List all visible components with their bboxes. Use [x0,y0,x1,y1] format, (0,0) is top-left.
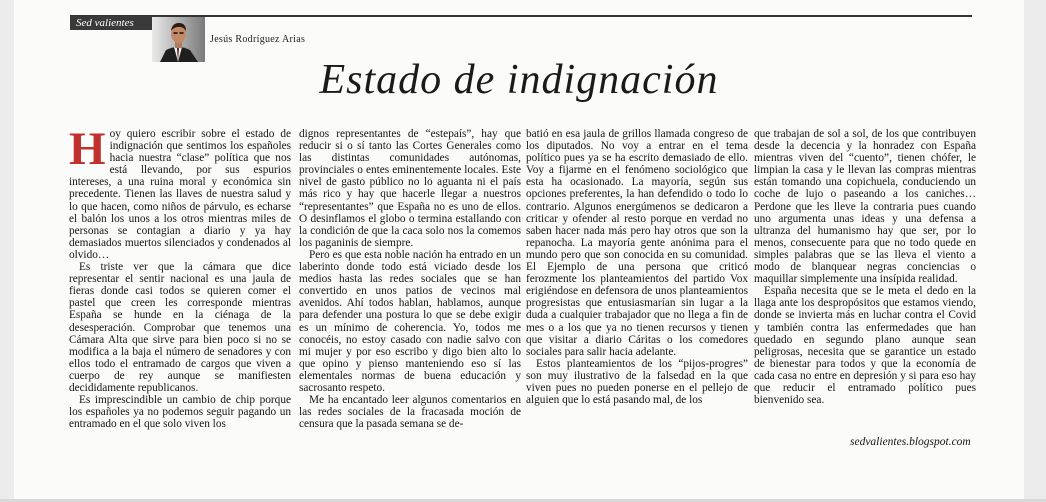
paragraph: que trabajan de sol a sol, de los que contribuyen desde la decencia y la honradez con España mientras viven del “cuento”, tienen chófer, le limpian la casa y le llevan las compras mientras están tomando una copichuela, conduciendo un coche de lujo o paseando a los caniches… Perdone que les lleve la contraria pues cuando uno argumenta unas ideas y una defensa a ultranza del humanismo hay que ser, por lo menos, consecuente para que no todo quede en simples palabras que se las lleva el viento a modo de blanquear negras conciencias o maquillar simplemente una insípida realidad. [754,128,976,286]
paragraph: Es triste ver que la cámara que dice representar el sentir nacional es una jaula de fieras donde casi todos se quieren comer el pastel que creen les corresponde mientras España se hunde en la ciénaga de la desesperación. Comprobar que tenemos una Cámara Alta que sirve para bien poco si no se modifica a la baja el número de senadores y con ellos todo el entramado de cargos que viven a cuerpo de rey aunque se manifiesten decididamente republicanos. [69,261,291,394]
author-name-text: Jesús Rodríguez Arias [210,34,306,45]
newspaper-page [14,0,1024,500]
paragraph [69,128,291,261]
drop-cap: H [69,128,106,175]
article-column-2 [299,128,521,468]
header-rule [70,15,972,17]
article-column-1 [69,128,291,468]
paragraph-text: oy quiero escribir sobre el estado de indignación que sentimos los españoles hacia nuestra “clase” política que nos está llevando, por sus espurios intereses, a una ruina moral y económica sin precedente. Tienen las llaves de nuestra salud y lo que hacen, como niños de párvulo, es echarse el balón los unos a los otros mientras miles de personas se contagian a diario y ya hay demasiados muertos silenciados y condenados al olvido… [69,128,291,261]
article-title: Estado de indignación [319,57,719,103]
paragraph: Me ha encantado leer algunos comentarios en las redes sociales de la fracasada moción de censura que la pasada semana se de- [299,394,521,431]
article-signature: sedvalientes.blogspot.com [850,436,971,448]
section-label: Sed valientes [70,16,166,30]
paragraph: Pero es que esta noble nación ha entrado en un laberinto donde todo está viciado desde los medios hasta las redes sociales que se han convertido en unos patios de vecinos mal avenidos. Ahí todos hablan, hablamos, aunque para defender una postura lo que se debe exigir es un mínimo de coherencia. Yo, todos me conocéis, no estoy casado con nadie salvo con mi mujer y por eso escribo y digo bien alto lo que opino y pienso manteniendo eso sí las elementales normas de buena educación y sacrosanto respeto. [299,248,521,394]
article-column-4 [754,128,976,468]
paragraph: batió en esa jaula de grillos llamada congreso de los diputados. No voy a entrar en el tema político pues ya se ha escrito demasiado de ello. Voy a fijarme en el fenómeno sociológico que esta ha ocasionado. La mayoría, según sus opciones preferentes, la han defendido o todo lo contrario. Algunos energúmenos se dedicaron a criticar y ofender al resto porque en verdad no saben hacer nada más pero hay otros que son la repanocha. La mayoría gente anónima para el mundo pero que son conocida en su comunidad. El Ejemplo de una persona que criticó ferozmente los planteamientos del partido Vox erigiéndose en defensora de unos planteamientos progresistas que entusiasmarían sin lugar a la duda a cualquier trabajador que no llega a fin de mes o a los que ya no tienen recursos y tienen que visitar a diario Cáritas o los comedores sociales para salir hacia adelante. [526,128,748,358]
article-column-3 [526,128,748,468]
paragraph: España necesita que se le meta el dedo en la llaga ante los despropósitos que estamos viendo, donde se invierta más en luchar contra el Covid y también contra las enfermedades que han quedado en segundo plano aunque sean peligrosas, necesita que se garantice un estado de bienestar para todos y que la economía de cada casa no entre en depresión y si para eso hay que reducir el entramado político pues bienvenido sea. [754,285,976,407]
paragraph: Es imprescindible un cambio de chip porque los españoles ya no podemos seguir pagando un entramado en el que solo viven los [69,394,291,431]
author-name [210,34,305,45]
paragraph: dignos representantes de “estepaís”, hay que reducir si o sí tanto las Cortes Generales como las distintas comunidades autónomas, provinciales o entes eminentemente locales. Este nivel de gasto público no lo aguanta ni el país más rico y hay que hacerle llegar a nuestros “representantes” que España no es uno de ellos. O desinflamos el globo o termina estallando con la condición de que la caca solo nos la comemos los paganinis de siempre. [299,128,521,249]
paragraph: Estos planteamientos de los “pijos-progres” son muy ilustrativo de la falsedad en la que viven pues no pueden ponerse en el pellejo de alguien que lo está pasando mal, de los [526,357,748,407]
